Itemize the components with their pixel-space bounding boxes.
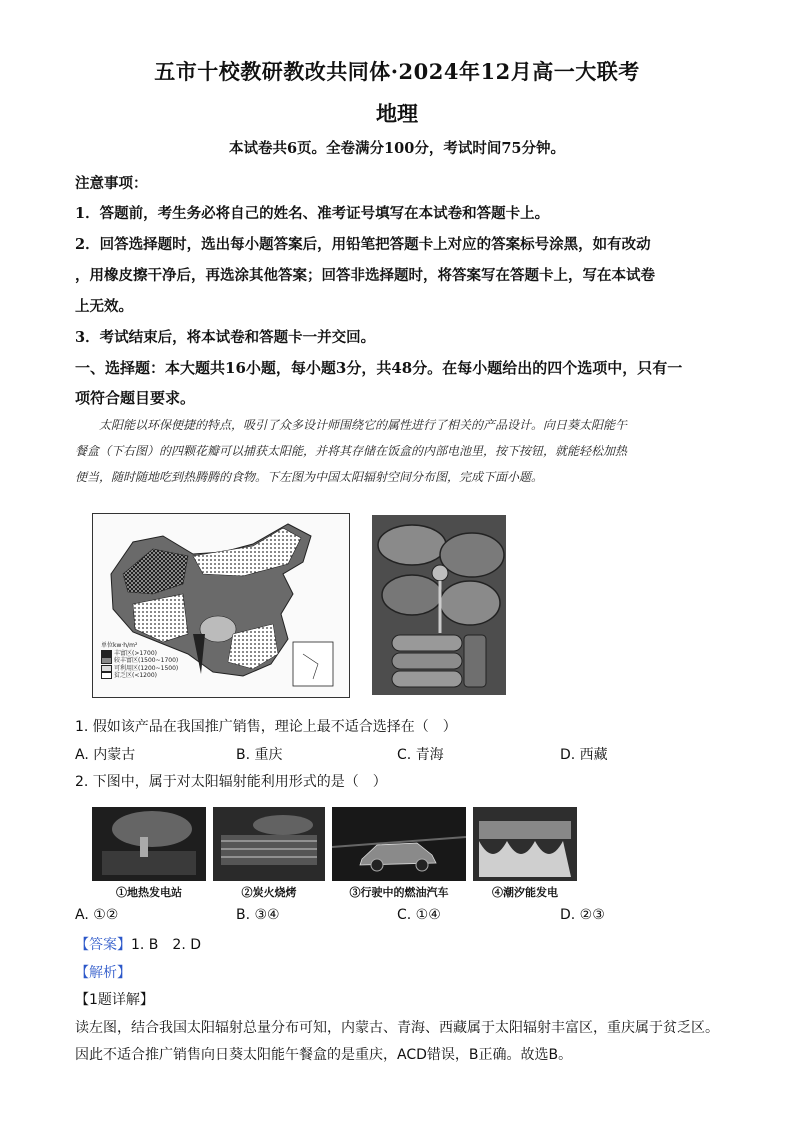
section-heading: 一、选择题：本大题共16小题，每小题3分，共48分。在每小题给出的四个选项中，只有一	[75, 359, 683, 377]
passage-line: 餐盒（下右图）的四颗花瓣可以捕获太阳能，并将其存储在饭盒的内部电池里，按下按钮，就能轻松加热	[75, 444, 628, 458]
caption-1: ①地热发电站	[116, 886, 182, 899]
q1-option-c[interactable]: C. 青海	[397, 747, 444, 763]
analysis-line: 因此不适合推广销售向日葵太阳能午餐盒的是重庆，ACD错误，B正确。故选B。	[75, 1047, 573, 1063]
analysis-tag-line	[75, 962, 131, 982]
china-solar-radiation-map	[92, 513, 350, 698]
car-graphic	[332, 807, 466, 881]
reading-passage	[75, 412, 725, 490]
note-item: ，用橡皮擦干净后，再选涂其他答案；回答非选择题时，将答案写在答题卡上，写在本试卷	[75, 267, 655, 284]
detail-tag: 【1题详解】	[75, 992, 154, 1008]
charcoal-barbecue-photo	[213, 807, 325, 881]
legend-item: 可利用区(1200~1500)	[101, 665, 178, 673]
passage-line: 太阳能以环保便捷的特点，吸引了众多设计师围绕它的属性进行了相关的产品设计。向日葵太阳能午	[99, 418, 628, 432]
notes-heading: 注意事项：	[75, 175, 148, 192]
note-item: 3．考试结束后，将本试卷和答题卡一并交回。	[75, 329, 376, 346]
question-2-stem: 2. 下图中，属于对太阳辐射能利用形式的是（ ）	[75, 774, 387, 790]
caption-3: ③行驶中的燃油汽车	[349, 886, 449, 899]
lunchbox-graphic	[372, 515, 506, 695]
legend-unit: 单位kw·h/m²	[101, 642, 138, 649]
legend-item: 较丰富区(1500~1700)	[101, 657, 178, 665]
fuel-car-photo	[332, 807, 466, 881]
exam-meta: 本试卷共6页。全卷满分100分，考试时间75分钟。	[228, 140, 566, 157]
note-item: 上无效。	[75, 298, 133, 315]
q1-option-d[interactable]: D. 西藏	[560, 747, 608, 763]
caption-4: ④潮汐能发电	[492, 886, 558, 899]
analysis-tag: 【解析】	[75, 965, 131, 981]
exam-title: 五市十校教研教改共同体·2024年12月高一大联考	[154, 59, 640, 84]
q1-option-b[interactable]: B. 重庆	[236, 747, 283, 763]
section-heading-cont: 项符合题目要求。	[75, 389, 196, 407]
tidal-power-photo	[473, 807, 577, 881]
map-legend	[101, 642, 178, 680]
geothermal-graphic	[92, 807, 206, 881]
answer-text: 1. B 2. D	[131, 937, 201, 953]
barbecue-graphic	[213, 807, 325, 881]
note-item: 1．答题前，考生务必将自己的姓名、准考证号填写在本试卷和答题卡上。	[75, 205, 550, 222]
question-1-stem: 1. 假如该产品在我国推广销售，理论上最不适合选择在（ ）	[75, 719, 457, 735]
legend-item: 丰富区(>1700)	[101, 650, 178, 658]
analysis-line: 读左图，结合我国太阳辐射总量分布可知，内蒙古、青海、西藏属于太阳辐射丰富区，重庆属于贫乏区。	[75, 1020, 719, 1036]
q2-option-d[interactable]: D. ②③	[560, 907, 605, 923]
tidal-graphic	[473, 807, 577, 881]
answer-tag: 【答案】	[75, 937, 131, 953]
sunflower-lunchbox-photo	[372, 515, 506, 695]
legend-item: 贫乏区(<1200)	[101, 672, 178, 680]
q2-option-c[interactable]: C. ①④	[397, 907, 441, 923]
geothermal-plant-photo	[92, 807, 206, 881]
subject-title: 地理	[376, 101, 418, 126]
caption-2: ②炭火烧烤	[241, 886, 297, 899]
answer-line	[75, 934, 201, 954]
passage-line: 便当，随时随地吃到热腾腾的食物。下左图为中国太阳辐射空间分布图，完成下面小题。	[75, 470, 544, 484]
q2-option-b[interactable]: B. ③④	[236, 907, 280, 923]
note-item: 2．回答选择题时，选出每小题答案后，用铅笔把答题卡上对应的答案标号涂黑，如有改动	[75, 236, 651, 253]
q2-option-a[interactable]: A. ①②	[75, 907, 119, 923]
q1-option-a[interactable]: A. 内蒙古	[75, 747, 136, 763]
